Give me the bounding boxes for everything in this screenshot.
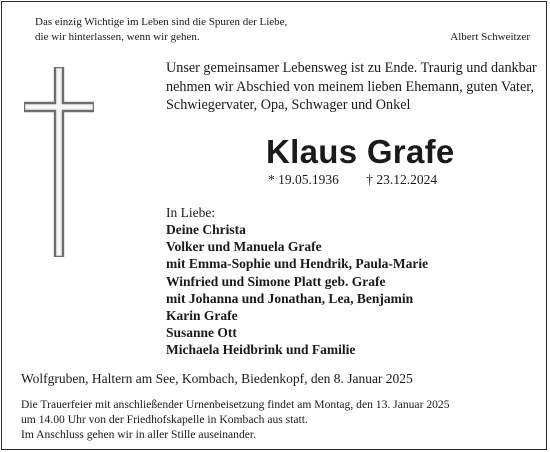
list-item: Michaela Heidbrink und Familie xyxy=(166,342,356,358)
funeral-line: Im Anschluss gehen wir in aller Stille auseinander. xyxy=(21,428,257,441)
intro-line: Unser gemeinsamer Lebensweg ist zu Ende. Traurig und dankbar xyxy=(166,60,537,76)
intro-line: nehmen wir Abschied von meinem lieben Ehemann, guten Vater, xyxy=(166,78,534,95)
obituary-ad xyxy=(1,1,547,450)
cross-icon xyxy=(24,67,94,257)
list-item: Karin Grafe xyxy=(166,308,238,324)
death-date: † 23.12.2024 xyxy=(366,172,438,187)
location-date: Wolfgruben, Haltern am See, Kombach, Biedenkopf, den 8. Januar 2025 xyxy=(21,371,413,386)
funeral-line: um 14.00 Uhr von der Friedhofskapelle in Kombach aus statt. xyxy=(21,413,308,426)
mourners-list xyxy=(166,221,428,359)
quote-line: die wir hinterlassen, wenn wir gehen. xyxy=(35,31,200,43)
birth-date: * 19.05.1936 xyxy=(268,172,339,187)
intro-line: Schwiegervater, Opa, Schwager und Onkel xyxy=(166,97,411,113)
list-item: Winfried und Simone Platt geb. Grafe xyxy=(166,273,386,289)
list-item: Susanne Ott xyxy=(166,325,237,341)
list-item: Volker und Manuela Grafe xyxy=(166,239,322,255)
quote-line: Das einzig Wichtige im Leben sind die Spuren der Liebe, xyxy=(35,16,288,28)
list-item: mit Emma-Sophie und Hendrik, Paula-Marie xyxy=(166,256,429,272)
list-item: mit Johanna und Jonathan, Lea, Benjamin xyxy=(166,290,414,306)
deceased-name: Klaus Grafe xyxy=(266,133,455,170)
funeral-line: Die Trauerfeier mit anschließender Urnenbeisetzung findet am Montag, den 13. Januar 2025 xyxy=(21,398,450,411)
quote-author: Albert Schweitzer xyxy=(450,31,530,43)
list-item: Deine Christa xyxy=(166,222,246,237)
life-dates xyxy=(268,171,437,189)
mourners-heading: In Liebe: xyxy=(166,205,216,220)
intro-text xyxy=(166,59,536,115)
funeral-notice xyxy=(21,397,536,442)
quote xyxy=(35,15,287,45)
